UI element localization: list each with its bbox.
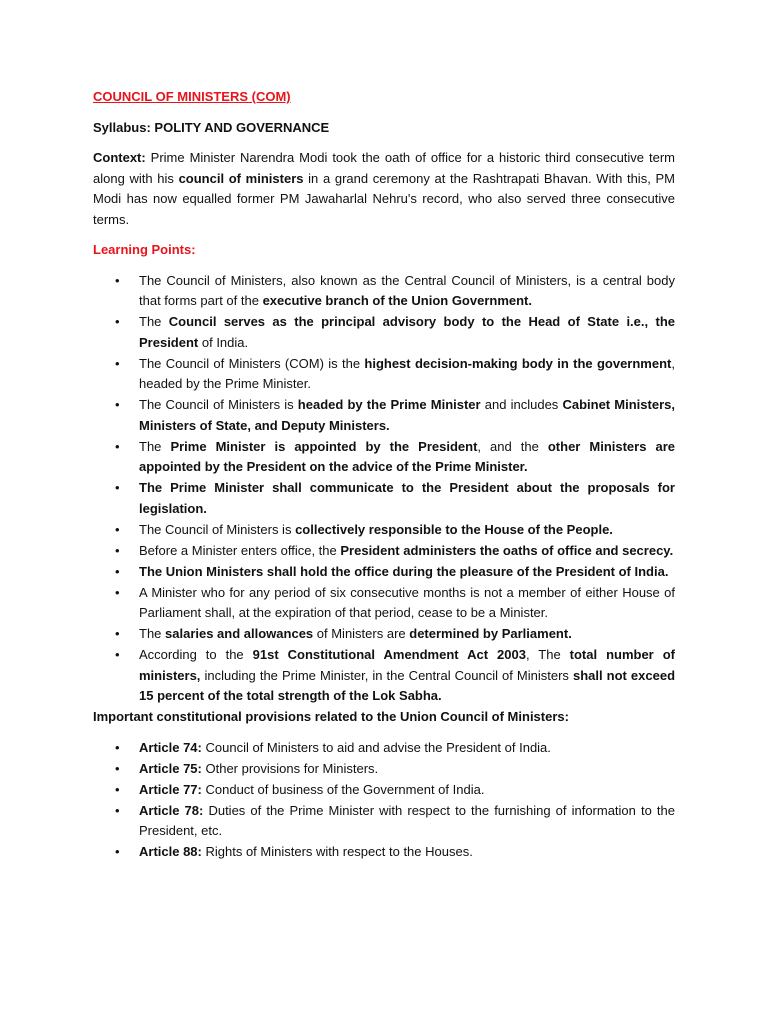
document-content: [93, 87, 675, 863]
learning-point: [93, 437, 675, 478]
bold-text: determined by Parliament.: [409, 626, 572, 641]
bold-text: The Union Ministers shall hold the office during the pleasure of the President of India.: [139, 563, 669, 579]
bold-text: Prime Minister is appointed by the President: [170, 438, 478, 454]
text: According to the: [139, 647, 253, 662]
text: , and the: [477, 438, 548, 454]
provision-item: [93, 759, 675, 780]
bold-text: Article 75:: [139, 760, 202, 776]
bullet-icon: •: [115, 480, 120, 495]
bold-text: other Ministers are appointed by the President on the advice of the Prime Minister.: [139, 438, 675, 474]
learning-point: [93, 541, 675, 562]
bullet-icon: •: [115, 802, 120, 818]
text: The Council of Ministers (COM) is the: [139, 355, 365, 371]
bullet-icon: •: [115, 272, 120, 288]
bullet-icon: •: [115, 626, 120, 641]
bullet-icon: •: [115, 521, 120, 537]
bold-text: Context:: [93, 150, 146, 165]
learning-point: [93, 645, 675, 707]
provision-item: [93, 801, 675, 842]
learning-point: [93, 354, 675, 395]
bold-text: executive branch of the Union Government.: [262, 293, 533, 308]
text: of Ministers are: [313, 626, 410, 641]
learning-point: [93, 271, 675, 312]
text: A Minister who for any period of six consecutive months is not a member of either House of Parliament shall, at the expiration of that period, cease to be a Minister.: [139, 584, 675, 620]
bold-text: salaries and allowances: [165, 626, 314, 641]
bullet-icon: •: [115, 314, 120, 329]
bullet-icon: •: [115, 355, 120, 371]
text: including the Prime Minister, in the Central Council of Ministers: [200, 667, 573, 683]
bold-text: Council serves as the principal advisory body to the Head of State i.e., the President: [139, 314, 675, 350]
bullet-icon: •: [115, 844, 120, 859]
learning-points-list: [93, 271, 675, 707]
text: of India.: [198, 334, 249, 350]
bold-text: Article 78:: [139, 802, 204, 818]
text: Duties of the Prime Minister with respect to the furnishing of information to the President, etc.: [139, 802, 676, 838]
text: Other provisions for Ministers.: [201, 760, 379, 776]
learning-point: [93, 562, 675, 583]
text: , The: [525, 647, 570, 662]
provisions-title: Important constitutional provisions related to the Union Council of Ministers:: [93, 709, 569, 724]
provision-item: [93, 842, 675, 863]
context-paragraph: [93, 148, 675, 230]
bold-text: 91st Constitutional Amendment Act 2003: [252, 647, 526, 662]
learning-point: [93, 624, 675, 645]
learning-point: [93, 583, 675, 624]
learning-points-title: Learning Points:: [93, 242, 196, 257]
bold-text: headed by the Prime Minister: [297, 397, 481, 412]
bullet-icon: •: [115, 760, 120, 776]
bold-text: Article 77:: [139, 781, 202, 797]
learning-point: [93, 520, 675, 541]
bullet-icon: •: [115, 563, 120, 579]
text: Conduct of business of the Government of India.: [201, 781, 485, 797]
learning-point: [93, 395, 675, 436]
syllabus-line: Syllabus: POLITY AND GOVERNANCE: [93, 119, 330, 135]
bullet-icon: •: [115, 584, 120, 600]
text: Rights of Ministers with respect to the Houses.: [201, 844, 473, 859]
text: Before a Minister enters office, the: [139, 542, 341, 558]
bullet-icon: •: [115, 397, 120, 412]
bold-text: Cabinet Ministers, Ministers of State, and Deputy Ministers.: [139, 397, 675, 433]
learning-point: [93, 478, 675, 519]
bullet-icon: •: [115, 542, 120, 558]
text: Council of Ministers to aid and advise the President of India.: [201, 739, 551, 755]
bold-text: collectively responsible to the House of the People.: [295, 521, 613, 537]
bold-text: President administers the oaths of office and secrecy.: [340, 542, 674, 558]
text: and includes: [480, 397, 563, 412]
learning-point: [93, 312, 675, 353]
text: in a grand ceremony at the Rashtrapati Bhavan. With this, PM Modi has now equalled former PM Jawaharlal Nehru's record, who also served three consecutive terms.: [93, 170, 675, 227]
bullet-icon: •: [115, 647, 120, 662]
bold-text: Article 74:: [139, 739, 202, 755]
bold-text: shall not exceed 15 percent of the total strength of the Lok Sabha.: [139, 667, 676, 703]
provisions-list: [93, 738, 675, 863]
bullet-icon: •: [115, 781, 120, 797]
bold-text: total number of ministers,: [139, 647, 675, 683]
bold-text: The Prime Minister shall communicate to the President about the proposals for legislation.: [139, 480, 675, 516]
text: The: [139, 626, 166, 641]
text: The Council of Ministers is: [139, 397, 298, 412]
bullet-icon: •: [115, 438, 120, 454]
provision-item: [93, 738, 675, 759]
provision-item: [93, 780, 675, 801]
bullet-icon: •: [115, 739, 120, 755]
text: The: [139, 314, 169, 329]
text: Prime Minister Narendra Modi took the oath of office for a historic third consecutive term along with his: [93, 150, 675, 186]
text: The: [139, 438, 171, 454]
document-title: COUNCIL OF MINISTERS (COM): [93, 89, 291, 104]
text: The Council of Ministers, also known as the Central Council of Ministers, is a central body that forms part of the: [139, 272, 675, 308]
bold-text: highest decision-making body in the government: [364, 355, 672, 371]
text: The Council of Ministers is: [139, 521, 296, 537]
bold-text: Article 88:: [139, 844, 202, 859]
bold-text: council of ministers: [178, 170, 304, 186]
text: , headed by the Prime Minister.: [139, 355, 675, 391]
